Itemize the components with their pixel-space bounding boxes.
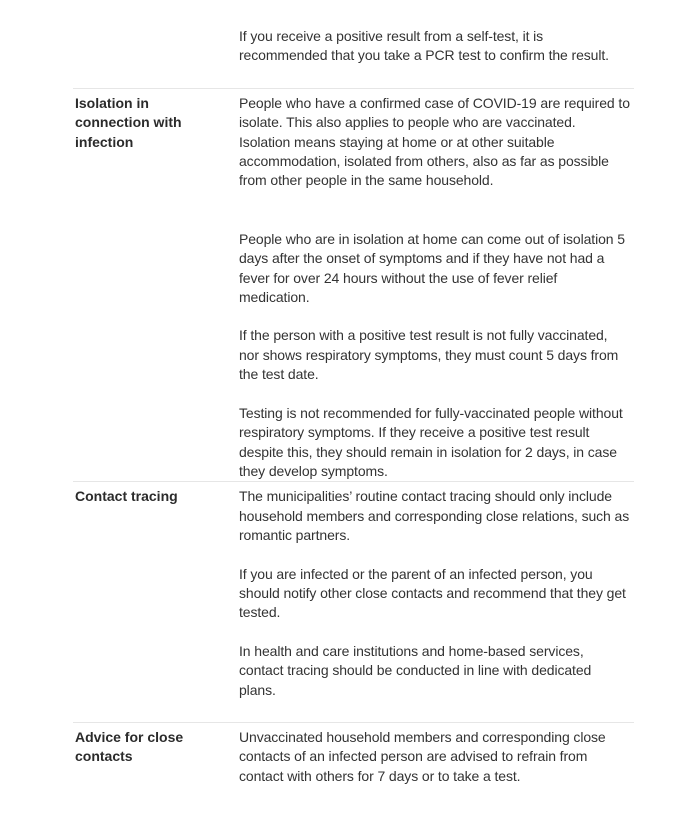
- table-row-isolation: [73, 88, 634, 482]
- paragraph: If you receive a positive result from a self-test, it is recommended that you take a PCR test to confirm the result.: [239, 28, 609, 64]
- guidelines-table: [73, 0, 634, 806]
- row-content-contact-tracing: [239, 487, 634, 700]
- row-label: [73, 27, 239, 66]
- paragraph: Unvaccinated household members and corresponding close contacts of an infected person are advised to refrain from contact with others for 7 days or to take a test.: [239, 728, 606, 784]
- row-content-isolation: [239, 94, 634, 482]
- paragraph: If the person with a positive test result is not fully vaccinated, nor shows respiratory symptoms, they must count 5 days from the test date.: [239, 327, 619, 383]
- row-label-close-contacts: Advice for close contacts: [75, 728, 184, 765]
- paragraph: People who are in isolation at home can come out of isolation 5 days after the onset of symptoms and if they have not had a fever for over 24 hours without the use of fever relief medication.: [239, 230, 625, 306]
- row-content-close-contacts: [239, 728, 634, 786]
- paragraph: People who have a confirmed case of COVID-19 are required to isolate. This also applies to people who are vaccinated. Isolation means staying at home or at other suitable accommodation, isolated from others, also as far as possible from other people in the same household.: [239, 94, 630, 189]
- paragraph: In health and care institutions and home-based services, contact tracing should be conducted in line with dedicated plans.: [239, 642, 592, 698]
- table-row-close-contacts: [73, 722, 634, 806]
- paragraph: If you are infected or the parent of an infected person, you should notify other close contacts and recommend that they get tested.: [239, 565, 626, 621]
- row-label-isolation: Isolation in connection with infection: [75, 94, 182, 150]
- paragraph: The municipalities’ routine contact tracing should only include household members and corresponding close relations, such as romantic partners.: [239, 488, 630, 544]
- table-row-self-test: [73, 0, 634, 88]
- table-row-contact-tracing: [73, 481, 634, 722]
- row-content: [239, 27, 634, 66]
- paragraph: Testing is not recommended for fully-vaccinated people without respiratory symptoms. If they receive a positive test result despite this, they should remain in isolation for 2 days, in case they develop symptoms.: [239, 404, 623, 479]
- row-label-contact-tracing: Contact tracing: [75, 488, 178, 505]
